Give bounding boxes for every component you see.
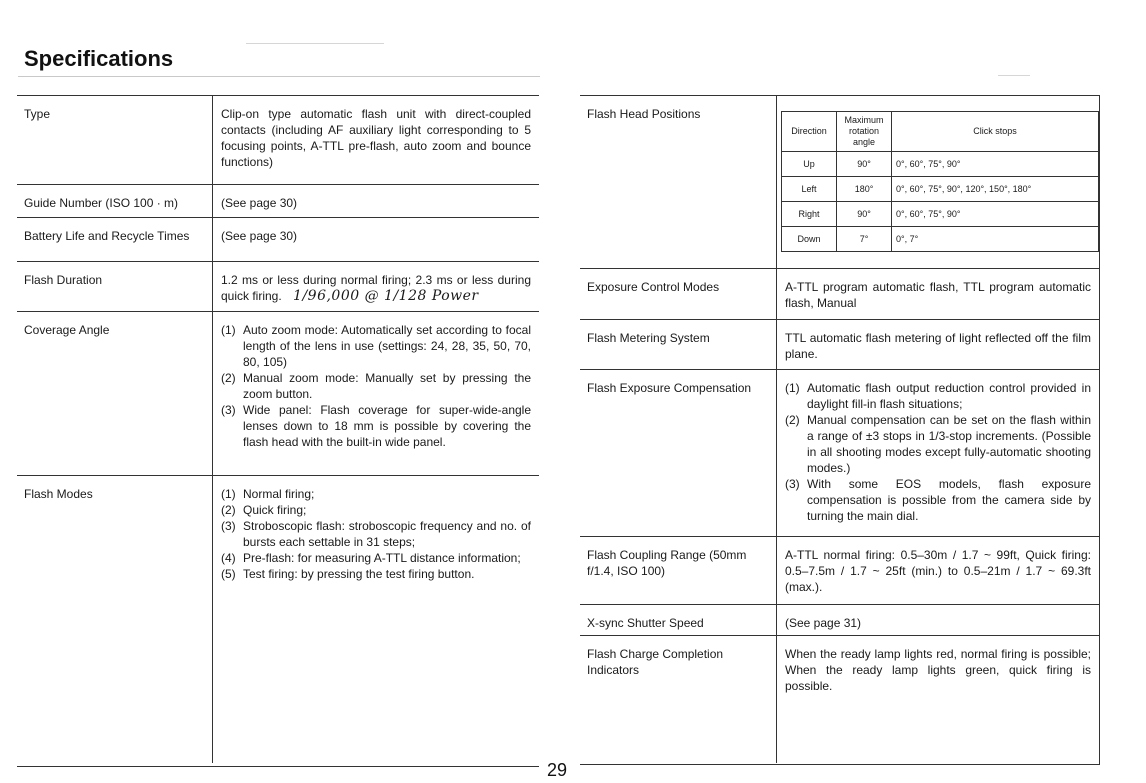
list-item: (1) Auto zoom mode: Automatically set according to focal length of the lens in use (settings: 24, 28, 35, 50, 70, 80, 105)	[221, 323, 531, 369]
table-cell: 0°, 60°, 75°, 90°, 120°, 150°, 180°	[892, 177, 1099, 202]
spec-value: A-TTL program automatic flash, TTL program automatic flash, Manual	[785, 280, 1091, 310]
list-item: (5) Test firing: by pressing the test firing button.	[221, 567, 475, 581]
spec-table-left	[17, 95, 539, 767]
spec-label: Flash Exposure Compensation	[580, 370, 777, 536]
spec-value	[213, 262, 539, 311]
table-row	[782, 152, 1099, 177]
flash-head-table	[781, 111, 1099, 252]
spec-label: Flash Charge Completion Indicators	[580, 636, 777, 763]
spec-row-flash-modes	[17, 476, 539, 763]
list-item: (1) Normal firing;	[221, 487, 315, 501]
table-cell: 0°, 7°	[892, 227, 1099, 252]
spec-row-battery-life	[17, 218, 539, 262]
spec-row-x-sync-shutter-speed	[580, 605, 1099, 636]
list-item: (3) Stroboscopic flash: stroboscopic frequency and no. of bursts each settable in 31 steps;	[221, 519, 531, 549]
spec-row-flash-charge-completion-indicators	[580, 636, 1099, 763]
spec-label: Flash Head Positions	[580, 96, 777, 268]
table-row	[782, 177, 1099, 202]
spec-label: Flash Metering System	[580, 320, 777, 369]
table-cell: Right	[782, 202, 837, 227]
list-item: (2) Quick firing;	[221, 503, 307, 517]
column-header: Click stops	[892, 112, 1099, 152]
spec-row-flash-exposure-compensation	[580, 370, 1099, 537]
spec-row-coverage-angle	[17, 312, 539, 476]
spec-value-text: 1.2 ms or less during normal firing; 2.3 ms or less during quick firing.	[221, 273, 531, 303]
page-title: Specifications	[24, 46, 174, 71]
spec-value: TTL automatic flash metering of light reflected off the film plane.	[785, 331, 1091, 361]
spec-value: Clip-on type automatic flash unit with direct-coupled contacts (including AF auxiliary light corresponding to 5 focusing points, A-TTL pre-flash, auto zoom and bounce functions)	[221, 107, 531, 169]
spec-value: A-TTL normal firing: 0.5–30m / 1.7 ~ 99ft, Quick firing: 0.5–7.5m / 1.7 ~ 25ft (min.) to 0.5–21m / 1.7 ~ 69.3ft (max.).	[785, 548, 1091, 594]
title-rule	[18, 76, 540, 77]
list-item: (4) Pre-flash: for measuring A-TTL distance information;	[221, 551, 521, 565]
list-item: (3) Wide panel: Flash coverage for super-wide-angle lenses down to 18 mm is possible by covering the flash head with the built-in wide panel.	[221, 403, 531, 449]
list-item: (3) With some EOS models, flash exposure compensation is possible from the camera side by turning the main dial.	[785, 477, 1091, 523]
spec-list	[221, 486, 531, 582]
page-number: 29	[547, 760, 568, 780]
spec-label: Guide Number (ISO 100 · m)	[17, 185, 213, 217]
spec-value: When the ready lamp lights red, normal firing is possible; When the ready lamp lights green, quick firing is possible.	[785, 647, 1091, 693]
table-header-row	[782, 112, 1099, 152]
spec-label: X-sync Shutter Speed	[580, 605, 777, 635]
spec-row-flash-duration	[17, 262, 539, 312]
spec-row-exposure-control-modes	[580, 269, 1099, 320]
spec-label: Flash Modes	[17, 476, 213, 763]
list-item: (2) Manual zoom mode: Manually set by pressing the zoom button.	[221, 371, 531, 401]
spec-label: Exposure Control Modes	[580, 269, 777, 319]
table-cell: 90°	[837, 202, 892, 227]
table-cell: 90°	[837, 152, 892, 177]
spec-value: (See page 30)	[221, 196, 298, 210]
spec-row-flash-metering-system	[580, 320, 1099, 370]
table-cell: 0°, 60°, 75°, 90°	[892, 202, 1099, 227]
table-row	[782, 227, 1099, 252]
spec-row-guide-number	[17, 185, 539, 218]
table-cell: 7°	[837, 227, 892, 252]
spec-row-flash-head-positions	[580, 96, 1099, 269]
spec-list	[221, 322, 531, 450]
handwritten-annotation: 1/96,000 @ 1/128 Power	[293, 288, 479, 304]
spec-value: (See page 30)	[221, 229, 298, 243]
spec-list	[785, 380, 1091, 524]
list-item: (1) Automatic flash output reduction control provided in daylight fill-in flash situations;	[785, 381, 1091, 411]
spec-label: Coverage Angle	[17, 312, 213, 475]
table-cell: Down	[782, 227, 837, 252]
column-header: Direction	[782, 112, 837, 152]
column-header: Maximum rotation angle	[837, 112, 892, 152]
table-row	[782, 202, 1099, 227]
spec-label: Battery Life and Recycle Times	[17, 218, 213, 261]
list-item: (2) Manual compensation can be set on the flash within a range of ±3 stops in 1/3-stop increments. (Possible in all shooting modes except fully-automatic shooting modes.)	[785, 413, 1091, 475]
table-cell: 0°, 60°, 75°, 90°	[892, 152, 1099, 177]
table-cell: Up	[782, 152, 837, 177]
spec-table-right	[580, 95, 1100, 765]
scan-mark	[998, 75, 1030, 76]
spec-value: (See page 31)	[785, 616, 862, 630]
spec-label: Type	[17, 96, 213, 184]
spec-row-flash-coupling-range	[580, 537, 1099, 605]
spec-label: Flash Coupling Range (50mm f/1.4, ISO 100)	[580, 537, 777, 604]
spec-row-type	[17, 96, 539, 185]
table-cell: 180°	[837, 177, 892, 202]
table-cell: Left	[782, 177, 837, 202]
spec-label: Flash Duration	[17, 262, 213, 311]
scan-mark	[246, 43, 384, 44]
